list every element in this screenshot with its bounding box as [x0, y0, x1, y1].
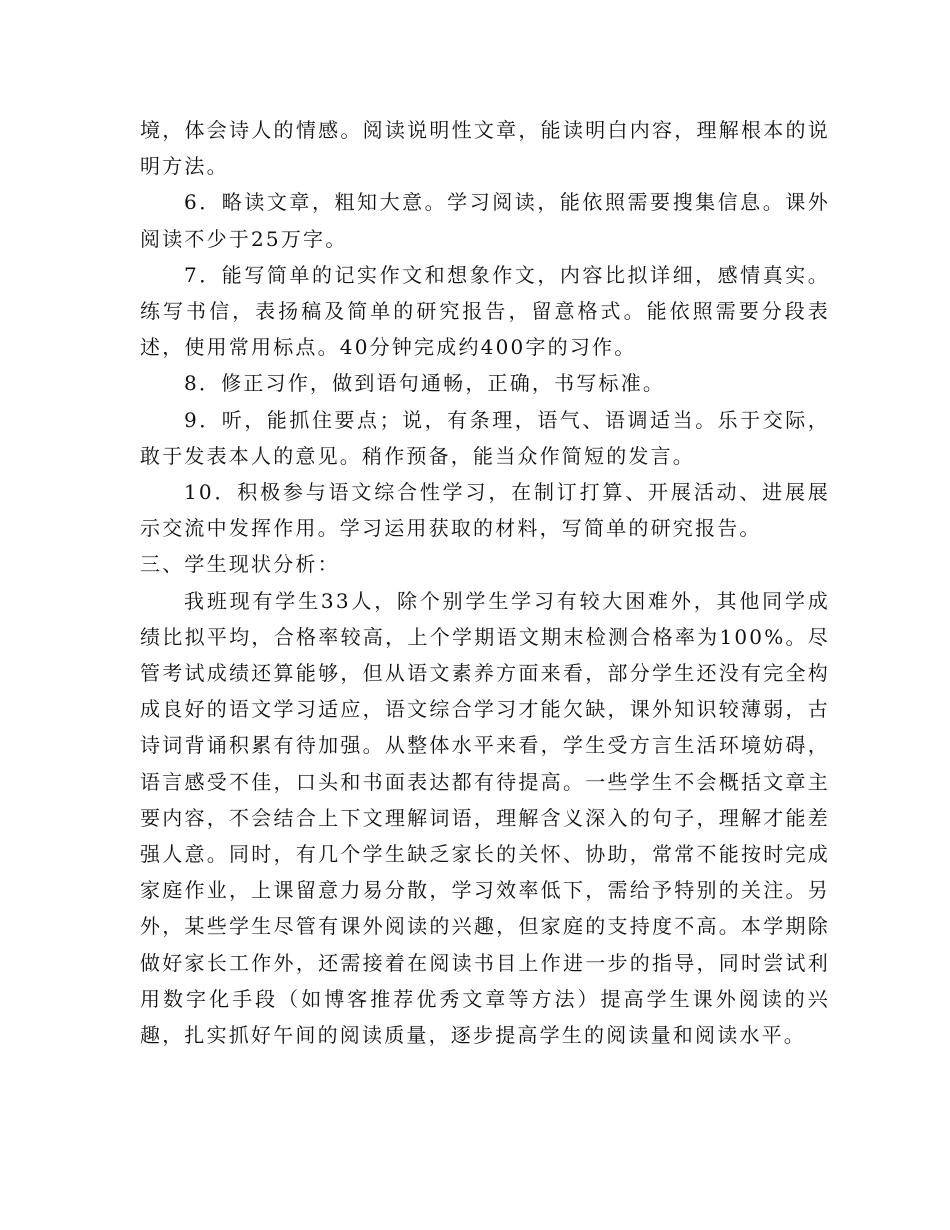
document-body: [140, 112, 830, 1053]
paragraph-item-9: 9．听，能抓住要点；说，有条理，语气、语调适当。乐于交际，敢于发表本人的意见。稍作预备，能当众作简短的发言。: [140, 407, 830, 468]
paragraph-continued: 境，体会诗人的情感。阅读说明性文章，能读明白内容，理解根本的说明方法。: [140, 118, 830, 179]
paragraph-item-7: 7．能写简单的记实作文和想象作文，内容比拟详细，感情真实。练写书信，表扬稿及简单的研究报告，留意格式。能依照需要分段表述，使用常用标点。40分钟完成约400字的习作。: [140, 262, 830, 360]
section-heading: 三、学生现状分析：: [140, 552, 340, 577]
paragraph-student-analysis: 我班现有学生33人，除个别学生学习有较大困难外，其他同学成绩比拟平均，合格率较高，上个学期语文期末检测合格率为100%。尽管考试成绩还算能够，但从语文素养方面来看，部分学生还没有完全构成良好的语文学习适应，语文综合学习才能欠缺，课外知识较薄弱，古诗词背诵积累有待加强。从整体水平来看，学生受方言生活环境妨碍，语言感受不佳，口头和书面表达都有待提高。一些学生不会概括文章主要内容，不会结合上下文理解词语，理解含义深入的句子，理解才能差强人意。同时，有几个学生缺乏家长的关怀、协助，常常不能按时完成家庭作业，上课留意力易分散，学习效率低下，需给予特别的关注。另外，某些学生尽管有课外阅读的兴趣，但家庭的支持度不高。本学期除做好家长工作外，还需接着在阅读书目上作进一步的指导，同时尝试利用数字化手段（如博客推荐优秀文章等方法）提高学生课外阅读的兴趣，扎实抓好午间的阅读质量，逐步提高学生的阅读量和阅读水平。: [140, 588, 830, 1048]
paragraph-item-6: 6．略读文章，粗知大意。学习阅读，能依照需要搜集信息。课外阅读不少于25万字。: [140, 190, 830, 251]
paragraph-item-10: 10．积极参与语文综合性学习，在制订打算、开展活动、进展展示交流中发挥作用。学习运用获取的材料，写简单的研究报告。: [140, 480, 830, 541]
paragraph-item-8: 8．修正习作，做到语句通畅，正确，书写标准。: [184, 371, 666, 396]
